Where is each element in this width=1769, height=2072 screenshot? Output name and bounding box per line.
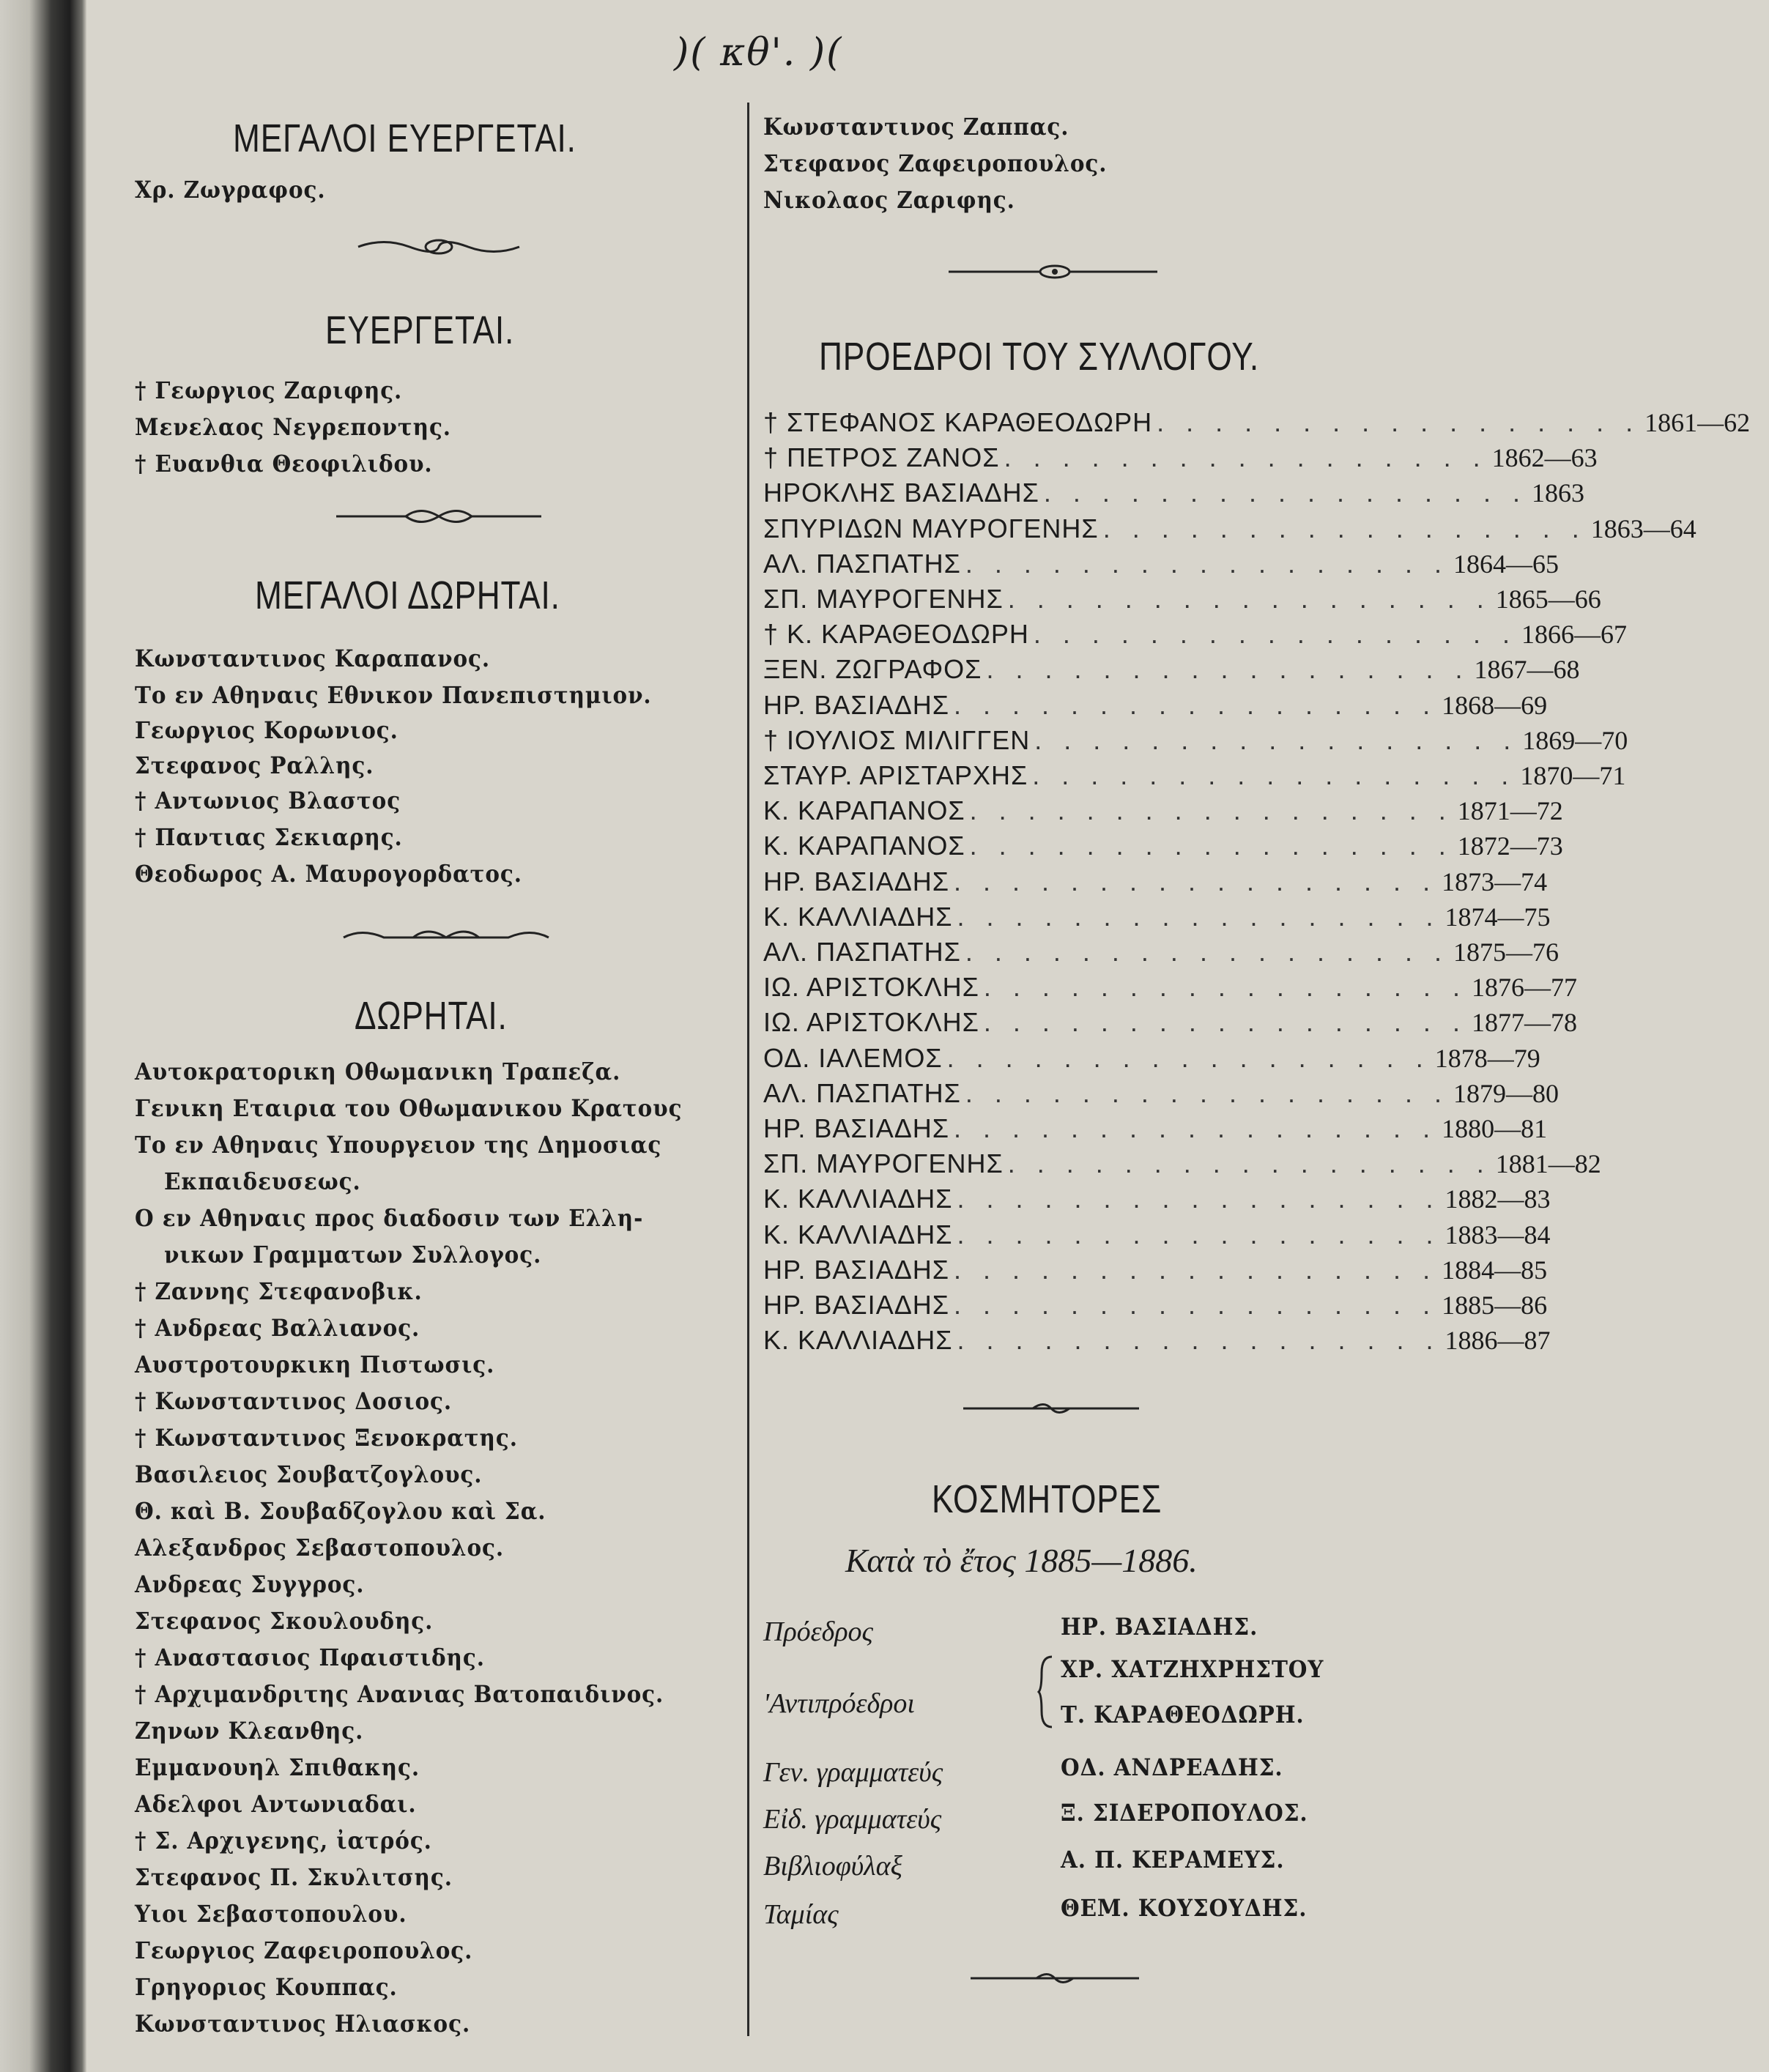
heading-euergetai: ΕΥΕΡΓΕΤΑΙ. [325,308,515,352]
role-label: 'Αντιπρόεδροι [763,1688,915,1719]
president-row [763,478,1584,511]
president-row [763,1077,1559,1112]
role-label: Πρόεδρος [763,1616,873,1647]
name-entry: Αδελφοι Αντωνιαδαι. [135,1790,417,1818]
name-entry: Γρηγοριος Κουππας. [135,1973,398,2001]
president-row [763,584,1601,617]
president-name: ΣΠ. ΜΑΥΡΟΓΕΝΗΣ [763,1148,1004,1179]
president-years: 1867—68 [1474,655,1580,685]
president-name: Κ. ΚΑΛΛΙΑΔΗΣ [763,1219,953,1249]
leader-dots: . . . . . . . . . . . . . . . . . [954,866,1438,896]
page-number-header: )( κθ'. )( [674,31,843,75]
role-person: ΘΕΜ. ΚΟΥΣΟΥΔΗΣ. [1061,1894,1308,1922]
name-entry: Γεωργιος Κορωνιος. [135,716,398,744]
president-name: ΑΛ. ΠΑΣΠΑΤΗΣ [763,1077,961,1108]
name-entry: Ανδρεας Συγγρος. [135,1570,365,1598]
president-name: ΗΡ. ΒΑΣΙΑΔΗΣ [763,689,949,720]
name-entry: Κωνσταντινος Ηλιασκος. [135,2010,471,2038]
leader-dots: . . . . . . . . . . . . . . . . . [969,795,1453,826]
president-name: ΗΡ. ΒΑΣΙΑΔΗΣ [763,1290,949,1320]
name-entry: † Ζαννης Στεφανοβικ. [135,1277,423,1305]
column-divider [747,103,749,2036]
president-row [763,724,1628,759]
book-spine-shadow [0,0,86,2072]
name-entry: νικων Γραμματων Συλλογος. [164,1241,542,1269]
name-entry: Εμμανουηλ Σπιθακης. [135,1753,420,1781]
name-entry: Στεφανος Ζαφειροπουλος. [763,149,1108,177]
ornament-divider [333,505,545,527]
president-row [763,513,1696,547]
ornament-divider [340,924,552,946]
role-person: ΧΡ. ΧΑΤΖΗΧΡΗΣΤΟΥ [1061,1655,1324,1683]
leader-dots: . . . . . . . . . . . . . . . . . [954,1113,1438,1143]
president-name: ΗΡ. ΒΑΣΙΑΔΗΣ [763,866,949,896]
name-entry: † Σ. Αρχιγενης, ἰατρός. [135,1827,432,1854]
president-years: 1877—78 [1471,1008,1577,1038]
president-name: ΣΠΥΡΙΔΩΝ ΜΑΥΡΟΓΕΝΗΣ [763,513,1099,543]
name-entry: Στεφανος Σκουλουδης. [135,1607,434,1635]
heading-kosmhtores: ΚΟΣΜΗΤΟΡΕΣ [932,1477,1162,1521]
name-entry: Κωνσταντινος Καραπανος. [135,645,491,672]
president-name: Κ. ΚΑΡΑΠΑΝΟΣ [763,831,965,861]
president-name: Κ. ΚΑΛΛΙΑΔΗΣ [763,1184,953,1214]
president-row [763,1254,1548,1288]
role-person: Τ. ΚΑΡΑΘΕΟΔΩΡΗ. [1061,1701,1305,1728]
president-years: 1872—73 [1457,831,1563,861]
ornament-divider [355,236,523,258]
president-years: 1866—67 [1521,620,1627,650]
role-person: Α. Π. ΚΕΡΑΜΕΥΣ. [1061,1846,1285,1874]
president-name: † ΣΤΕΦΑΝΟΣ ΚΑΡΑΘΕΟΔΩΡΗ [763,407,1153,437]
ornament-divider [960,1399,1143,1418]
president-name: Κ. ΚΑΡΑΠΑΝΟΣ [763,795,965,826]
president-row [763,795,1563,829]
president-name: ΞΕΝ. ΖΩΓΡΑΦΟΣ [763,654,982,685]
president-years: 1882—83 [1445,1184,1551,1214]
president-row [763,866,1548,900]
president-years: 1883—84 [1445,1219,1551,1249]
president-name: ΟΔ. ΙΑΛΕΜΟΣ [763,1042,943,1073]
role-label: Ταμίας [763,1899,839,1930]
president-years: 1865—66 [1495,584,1601,614]
name-entry: † Αρχιμανδριτης Ανανιας Βατοπαιδινος. [135,1680,664,1708]
name-entry: Αυτοκρατορικη Οθωμανικη Τραπεζα. [135,1058,621,1085]
president-row [763,1325,1551,1359]
leader-dots: . . . . . . . . . . . . . . . . . [965,937,1449,967]
name-entry: Υιοι Σεβαστοπουλου. [135,1900,407,1928]
leader-dots: . . . . . . . . . . . . . . . . . [983,972,1467,1003]
name-entry: Το εν Αθηναις Εθνικον Πανεπιστημιον. [135,681,652,709]
president-years: 1880—81 [1442,1114,1548,1143]
name-entry: Εκπαιδευσεως. [164,1167,361,1195]
ornament-divider [945,262,1165,281]
leader-dots: . . . . . . . . . . . . . . . . . [957,1184,1441,1214]
president-row [763,1290,1548,1323]
president-row [763,1219,1551,1253]
brace-symbol [1037,1654,1055,1730]
leader-dots: . . . . . . . . . . . . . . . . . [1157,407,1641,437]
leader-dots: . . . . . . . . . . . . . . . . . [946,1042,1431,1073]
president-row [763,442,1598,476]
name-entry: Γενικη Εταιρια του Οθωμανικου Κρατους [135,1094,683,1122]
leader-dots: . . . . . . . . . . . . . . . . . [1004,442,1488,473]
kosmhtores-subtitle: Κατὰ τὸ ἔτος 1885—1886. [845,1542,1198,1579]
president-name: ΣΠ. ΜΑΥΡΟΓΕΝΗΣ [763,584,1004,614]
role-person: ΗΡ. ΒΑΣΙΑΔΗΣ. [1061,1613,1258,1641]
heading-megaloi-euergetai: ΜΕΓΑΛΟΙ ΕΥΕΡΓΕΤΑΙ. [233,116,576,160]
name-entry: † Αναστασιος Πφαιστιδης. [135,1644,485,1671]
president-years: 1862—63 [1491,443,1598,473]
leader-dots: . . . . . . . . . . . . . . . . . [969,831,1453,861]
president-years: 1868—69 [1442,690,1548,720]
president-years: 1869—70 [1522,725,1628,755]
name-entry: Ζηνων Κλεανθης. [135,1717,364,1745]
leader-dots: . . . . . . . . . . . . . . . . . [1007,1148,1491,1179]
ornament-divider [967,1969,1143,1988]
role-person: Ξ. ΣΙΔΕΡΟΠΟΥΛΟΣ. [1061,1799,1308,1827]
president-name: ΙΩ. ΑΡΙΣΤΟΚΛΗΣ [763,972,979,1003]
president-years: 1874—75 [1445,902,1551,932]
leader-dots: . . . . . . . . . . . . . . . . . [983,1007,1467,1038]
name-entry: Θ. καὶ Β. Σουβαδζογλου καὶ Σα. [135,1497,546,1525]
leader-dots: . . . . . . . . . . . . . . . . . [965,548,1449,579]
president-name: † Κ. ΚΑΡΑΘΕΟΔΩΡΗ [763,619,1029,650]
president-years: 1886—87 [1445,1326,1551,1356]
heading-megaloi-dorhtai: ΜΕΓΑΛΟΙ ΔΩΡΗΤΑΙ. [255,573,560,617]
president-years: 1881—82 [1495,1149,1601,1179]
president-name: Κ. ΚΑΛΛΙΑΔΗΣ [763,1325,953,1356]
name-entry: Το εν Αθηναις Υπουργειον της Δημοσιας [135,1131,662,1159]
president-name: ΗΡ. ΒΑΣΙΑΔΗΣ [763,1254,949,1285]
name-entry: † Ευανθια Θεοφιλιδου. [135,450,433,478]
president-years: 1876—77 [1471,973,1577,1003]
president-years: 1875—76 [1453,937,1559,967]
name-entry: Μενελαος Νεγρεποντης. [135,413,451,441]
president-name: ΣΤΑΥΡ. ΑΡΙΣΤΑΡΧΗΣ [763,760,1028,790]
president-name: ΗΡ. ΒΑΣΙΑΔΗΣ [763,1113,949,1143]
name-entry: † Αντωνιος Βλαστος [135,787,401,814]
leader-dots: . . . . . . . . . . . . . . . . . [957,1325,1441,1356]
name-entry: Βασιλειος Σουβατζογλους. [135,1460,483,1488]
president-row [763,619,1627,653]
name-entry: † Κωνσταντινος Ξενοκρατης. [135,1424,518,1452]
president-years: 1884—85 [1442,1255,1548,1285]
leader-dots: . . . . . . . . . . . . . . . . . [957,901,1441,932]
leader-dots: . . . . . . . . . . . . . . . . . [965,1077,1449,1108]
president-name: † ΠΕΤΡΟΣ ΖΑΝΟΣ [763,442,1000,473]
leader-dots: . . . . . . . . . . . . . . . . . [1032,760,1516,790]
role-label: Βιβλιοφύλαξ [763,1851,902,1882]
name-entry: Κωνσταντινος Ζαππας. [763,113,1069,141]
president-name: Κ. ΚΑΛΛΙΑΔΗΣ [763,901,953,932]
name-entry: † Κωνσταντινος Δοσιος. [135,1387,453,1415]
president-row [763,901,1551,935]
president-name: † ΙΟΥΛΙΟΣ ΜΙΛΙΓΓΕΝ [763,724,1031,755]
name-entry: Στεφανος Ραλλης. [135,751,374,779]
president-row [763,654,1580,688]
role-label: Γεν. γραμματεύς [763,1757,943,1788]
name-entry: † Παντιας Σεκιαρης. [135,823,403,851]
president-years: 1864—65 [1453,549,1559,579]
president-years: 1871—72 [1457,796,1563,826]
president-name: ΑΛ. ΠΑΣΠΑΤΗΣ [763,937,961,967]
name-entry: Αυστροτουρκικη Πιστωσις. [135,1351,495,1378]
leader-dots: . . . . . . . . . . . . . . . . . [954,689,1438,720]
president-row [763,689,1548,724]
president-row [763,1007,1577,1041]
name-entry: Ο εν Αθηναις προς διαδοσιν των Ελλη- [135,1204,644,1232]
heading-proedroi: ΠΡΟΕΔΡΟΙ ΤΟΥ ΣΥΛΛΟΓΟΥ. [819,335,1260,379]
leader-dots: . . . . . . . . . . . . . . . . . [986,654,1470,685]
name-entry: † Γεωργιος Ζαριφης. [135,376,403,404]
leader-dots: . . . . . . . . . . . . . . . . . [1007,584,1491,614]
president-years: 1863 [1532,478,1584,508]
leader-dots: . . . . . . . . . . . . . . . . . [1043,478,1527,508]
president-row [763,1148,1601,1182]
name-entry: Γεωργιος Ζαφειροπουλος. [135,1937,473,1964]
president-name: ΙΩ. ΑΡΙΣΤΟΚΛΗΣ [763,1007,979,1038]
name-entry: Νικολαος Ζαριφης. [763,186,1015,214]
leader-dots: . . . . . . . . . . . . . . . . . [1102,513,1587,543]
name-entry: Χρ. Ζωγραφος. [135,176,326,204]
name-entry: Θεοδωρος Α. Μαυρογορδατος. [135,860,522,888]
role-person: ΟΔ. ΑΝΔΡΕΑΔΗΣ. [1061,1753,1283,1781]
president-row [763,1184,1551,1217]
president-name: ΑΛ. ΠΑΣΠΑΤΗΣ [763,548,961,579]
leader-dots: . . . . . . . . . . . . . . . . . [954,1254,1438,1285]
president-years: 1885—86 [1442,1291,1548,1320]
role-label: Εἰδ. γραμματεύς [763,1804,942,1835]
name-entry: Στεφανος Π. Σκυλιτσης. [135,1863,453,1891]
heading-dorhtai: ΔΩΡΗΤΑΙ. [355,994,508,1038]
name-entry: † Ανδρεας Βαλλιανος. [135,1314,420,1342]
president-years: 1879—80 [1453,1078,1559,1108]
president-name: ΗΡΟΚΛΗΣ ΒΑΣΙΑΔΗΣ [763,478,1039,508]
president-row [763,937,1559,970]
leader-dots: . . . . . . . . . . . . . . . . . [957,1219,1441,1249]
president-row [763,548,1559,582]
president-row [763,1042,1540,1077]
president-years: 1863—64 [1590,513,1696,543]
president-years: 1861—62 [1644,408,1751,437]
president-years: 1873—74 [1442,866,1548,896]
leader-dots: . . . . . . . . . . . . . . . . . [954,1290,1438,1320]
leader-dots: . . . . . . . . . . . . . . . . . [1034,724,1518,755]
president-years: 1870—71 [1520,761,1626,790]
president-row [763,760,1626,794]
president-years: 1878—79 [1434,1043,1540,1073]
president-row [763,407,1751,441]
president-row [763,831,1563,864]
president-row [763,1113,1548,1147]
president-row [763,972,1577,1006]
leader-dots: . . . . . . . . . . . . . . . . . [1033,619,1517,650]
name-entry: Αλεξανδρος Σεβαστοπουλος. [135,1534,505,1562]
